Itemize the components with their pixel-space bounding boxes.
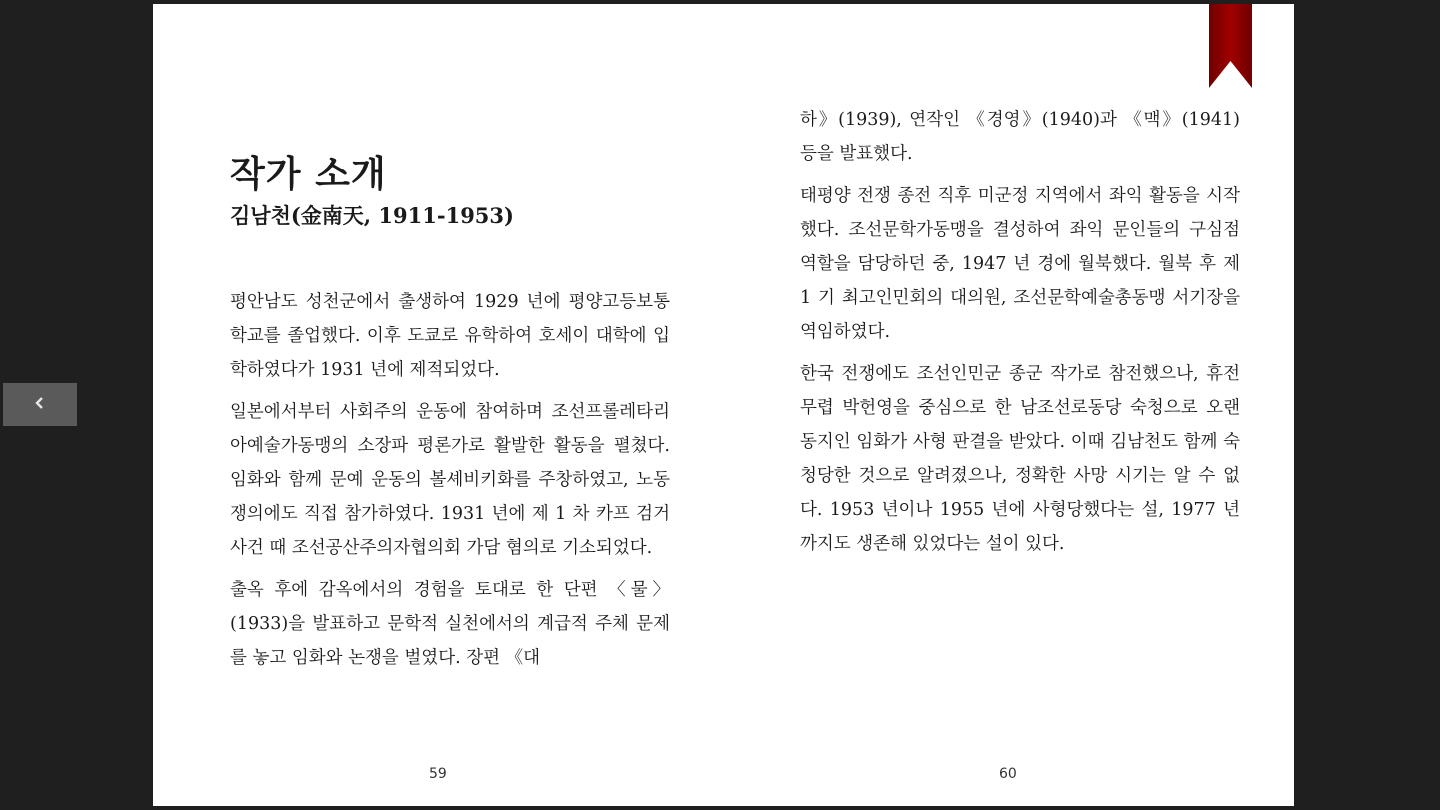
paragraph: 일본에서부터 사회주의 운동에 참여하며 조선프롤레타리아예술가동맹의 소장파 평론가로 활발한 활동을 펼쳤다. 임화와 함께 문예 운동의 볼셰비키화를 주창하였고, 노동쟁의에도 직접 참가하였다. 1931 년에 제 1 차 카프 검거 사건 때 조선공산주의자협의회 가담 혐의로 기소되었다. — [230, 402, 670, 558]
bookmark-ribbon-icon[interactable] — [1209, 4, 1252, 88]
author-subtitle: 김남천(金南天, 1911-1953) — [230, 203, 514, 228]
paragraph: 평안남도 성천군에서 출생하여 1929 년에 평양고등보통학교를 졸업했다. 이후 도쿄로 유학하여 호세이 대학에 입학하였다가 1931 년에 제적되었다. — [230, 292, 670, 380]
previous-page-button[interactable] — [3, 383, 77, 426]
paragraph: 태평양 전쟁 종전 직후 미군정 지역에서 좌익 활동을 시작했다. 조선문학가동맹을 결성하여 좌익 문인들의 구심점 역할을 담당하던 중, 1947 년 경에 월북했다. 월북 후 제 1 기 최고인민회의 대의원, 조선문학예술총동맹 서기장을 역임하였다. — [800, 186, 1240, 342]
paragraph: 출옥 후에 감옥에서의 경험을 토대로 한 단편 〈물〉(1933)을 발표하고 문학적 실천에서의 계급적 주체 문제를 놓고 임화와 논쟁을 벌였다. 장편 《대 — [230, 580, 670, 668]
left-page-text — [230, 285, 670, 683]
page-number: 59 — [429, 766, 447, 782]
chevron-left-icon — [34, 396, 46, 413]
book-spread — [153, 4, 1294, 806]
page-number: 60 — [999, 766, 1017, 782]
paragraph: 하》(1939), 연작인 《경영》(1940)과 《맥》(1941) 등을 발표했다. — [800, 110, 1240, 164]
right-page-text — [800, 103, 1240, 569]
page-title: 작가 소개 — [230, 153, 387, 195]
left-page — [153, 4, 723, 806]
paragraph: 한국 전쟁에도 조선인민군 종군 작가로 참전했으나, 휴전 무렵 박헌영을 중심으로 한 남조선로동당 숙청으로 오랜 동지인 임화가 사형 판결을 받았다. 이때 김남천도 함께 숙청당한 것으로 알려졌으나, 정확한 사망 시기는 알 수 없다. 1953 년이나 1955 년에 사형당했다는 설, 1977 년까지도 생존해 있었다는 설이 있다. — [800, 364, 1240, 554]
right-page — [723, 4, 1294, 806]
